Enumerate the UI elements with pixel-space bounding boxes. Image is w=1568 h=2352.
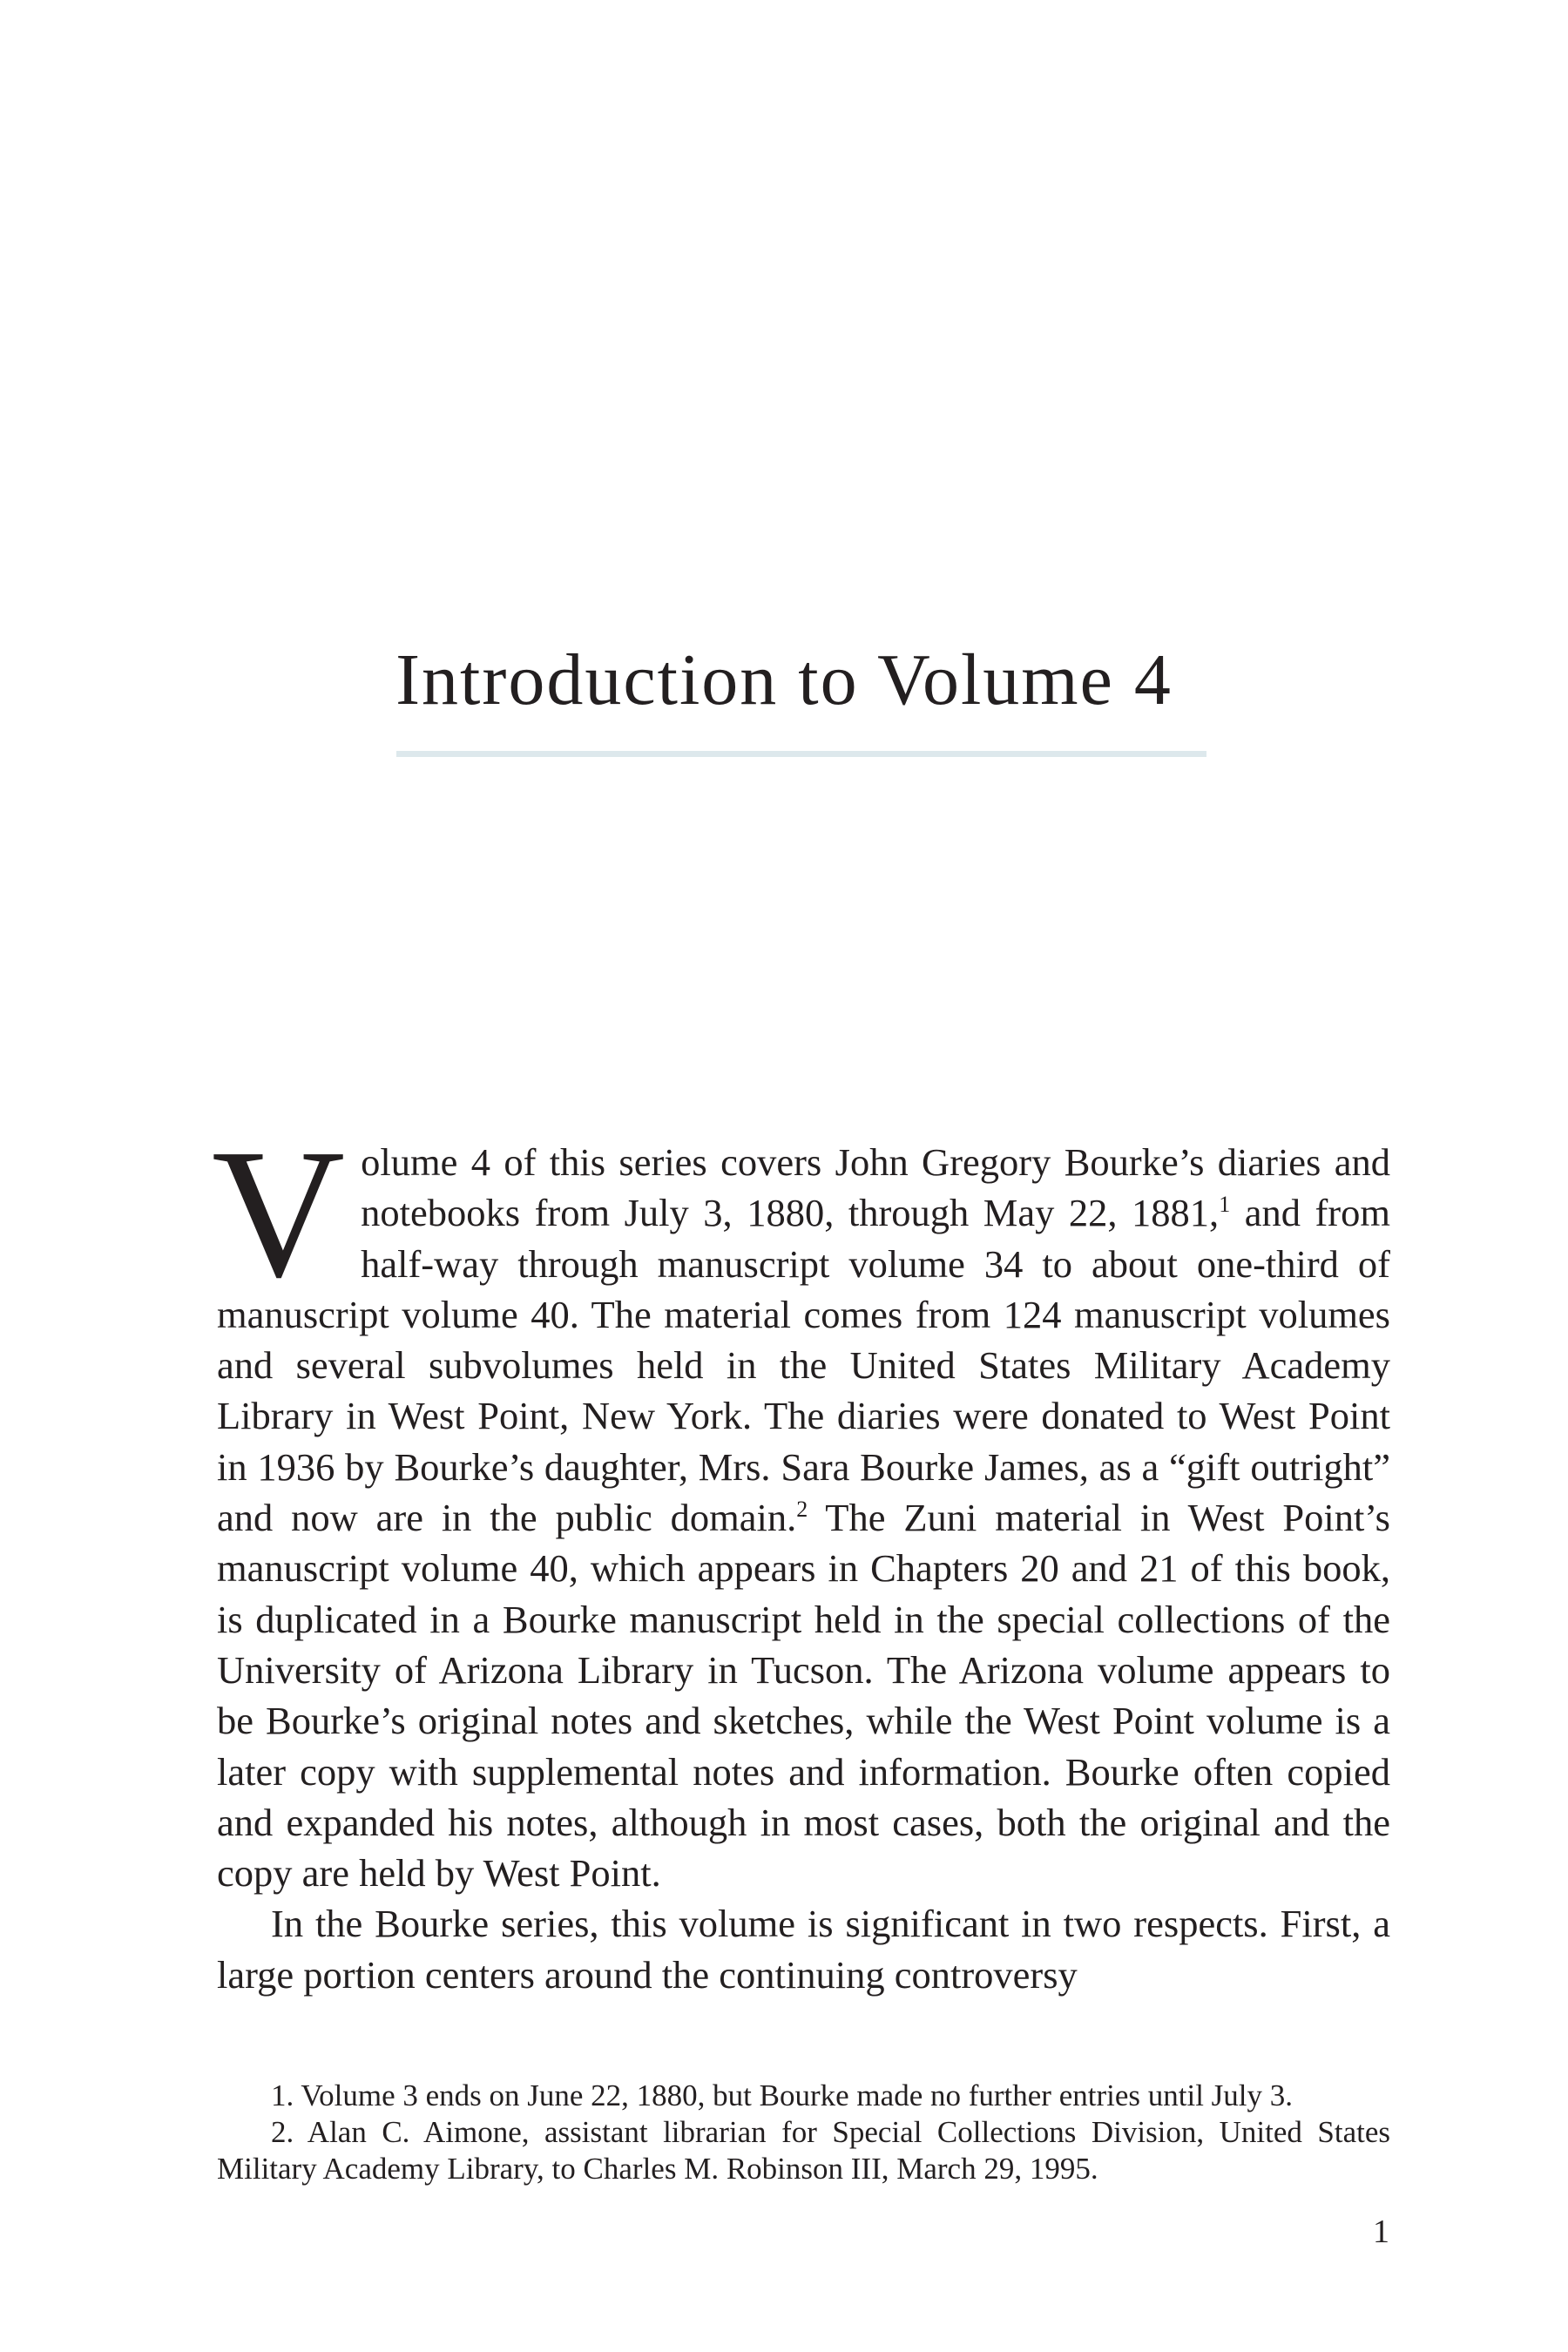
footnote-1: 1. Volume 3 ends on June 22, 1880, but Bourke made no further entries until July 3.: [271, 2078, 1294, 2112]
paragraph-1-part-2: and from half-way through manuscript volume 34 to about one-third of manuscript volume 40. The material comes from 124 manuscript volumes and several subvolumes held in the United States Military Academy Library in West Point, New York. The diaries were donated to West Point in 1936 by Bourke’s daughter, Mrs. Sara Bourke James, as a “gift outright” and now are in the public domain.: [217, 1191, 1390, 1540]
body-text: [212, 1111, 1390, 2000]
chapter-title: Introduction to Volume 4: [395, 639, 1173, 720]
footnote-ref-1: 1: [1219, 1192, 1231, 1218]
chapter-heading: [0, 640, 1568, 720]
drop-cap: V: [212, 1111, 346, 1315]
footnote-2: 2. Alan C. Aimone, assistant librarian for Special Collections Division, United States Military Academy Library, to Charles M. Robinson III, March 29, 1995.: [217, 2115, 1390, 2186]
paragraph-1-part-1: olume 4 of this series covers John Gregory Bourke’s diaries and notebooks from July 3, 1880, through May 22, 1881,: [361, 1140, 1390, 1235]
page-number: 1: [1373, 2213, 1389, 2250]
footnotes: [217, 2078, 1390, 2187]
footnote-ref-2: 2: [796, 1497, 808, 1523]
title-underline-rule: [396, 751, 1206, 757]
paragraph-1-part-3: The Zuni material in West Point’s manuscript volume 40, which appears in Chapters 20 and 21 of this book, is duplicated in a Bourke manuscript held in the special collections of the University of Arizona Library in Tucson. The Arizona volume appears to be Bourke’s original notes and sketches, while the West Point volume is a later copy with supplemental notes and information. Bourke often copied and expanded his notes, although in most cases, both the original and the copy are held by West Point.: [217, 1496, 1390, 1896]
paragraph-1: [212, 1111, 1390, 1898]
paragraph-2: In the Bourke series, this volume is significant in two respects. First, a large portion centers around the continuing controversy: [217, 1902, 1390, 1997]
